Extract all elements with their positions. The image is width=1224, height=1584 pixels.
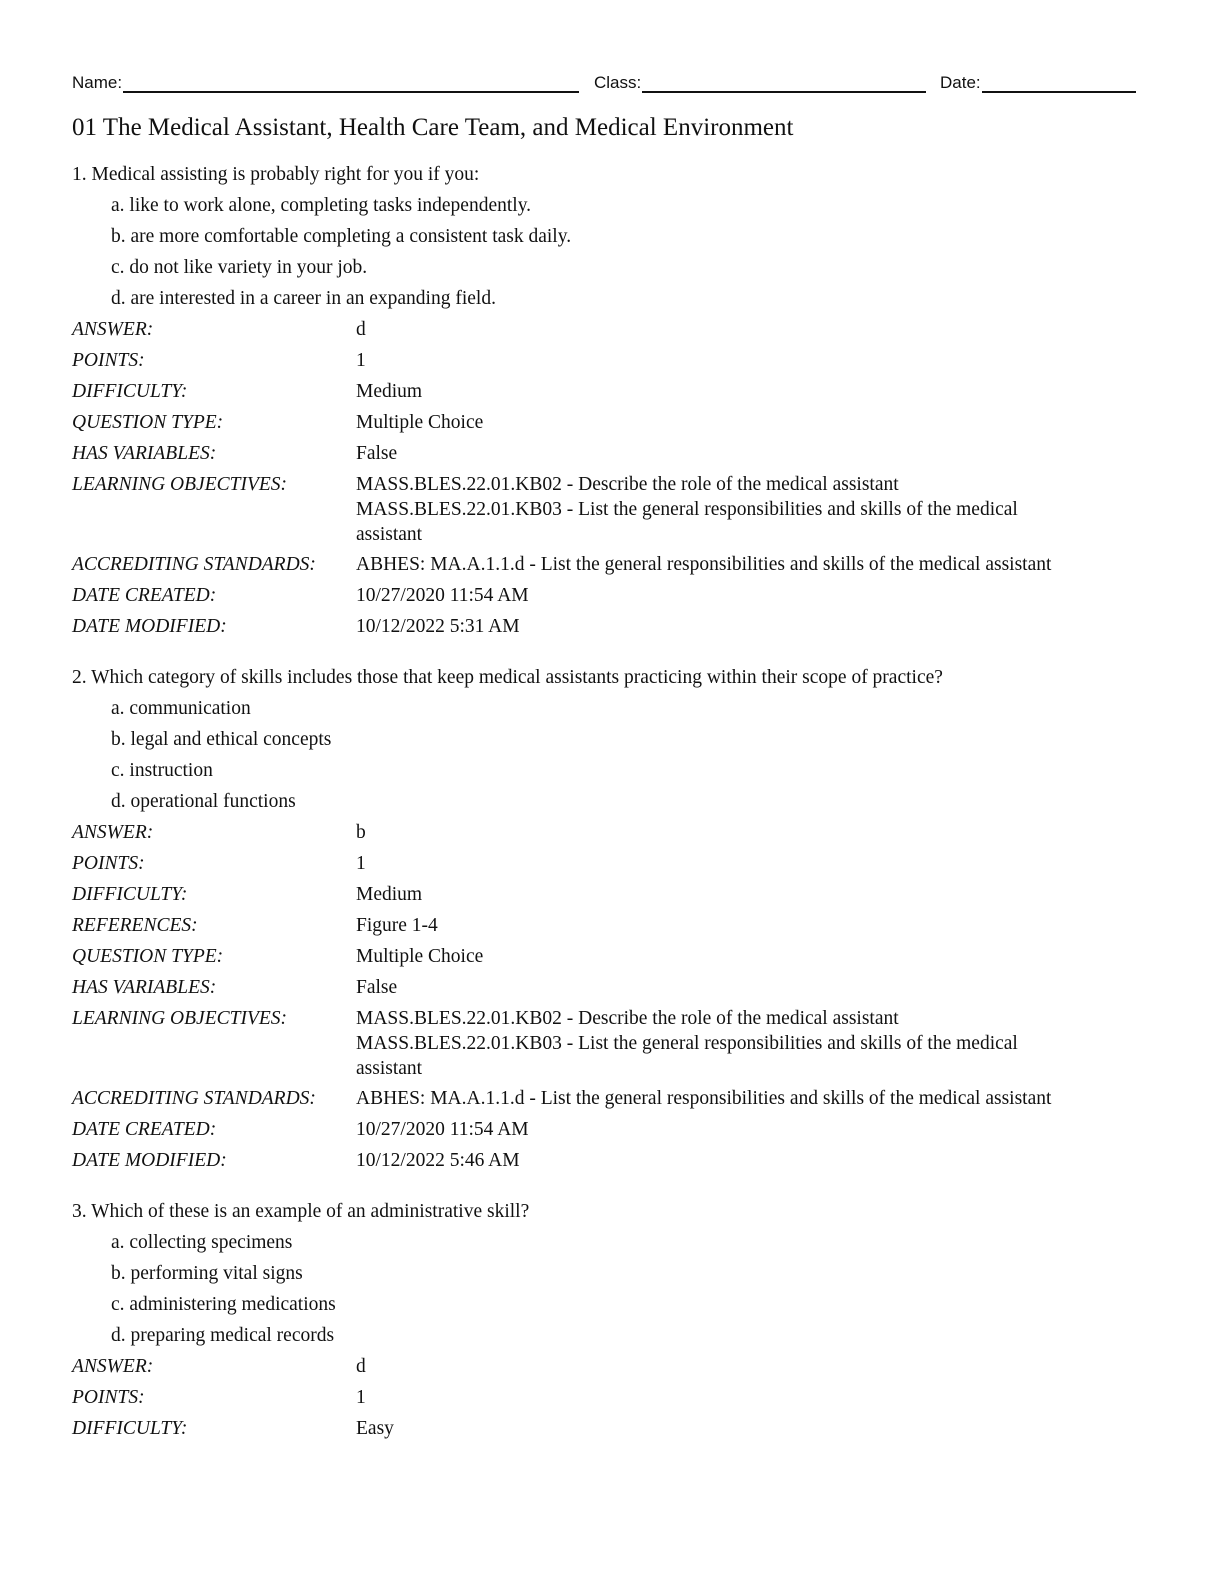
- has-variables-row: [72, 438, 1152, 469]
- question-type-value: Multiple Choice: [356, 946, 484, 967]
- class-underline: [642, 70, 926, 93]
- answer-label: ANSWER:: [72, 319, 154, 340]
- answer-value: d: [356, 1356, 366, 1377]
- accrediting-standards-label: ACCREDITING STANDARDS:: [72, 1088, 316, 1109]
- student-header: [72, 70, 1144, 96]
- option-d: d. are interested in a career in an expanding field.: [111, 288, 496, 309]
- question-2: [72, 663, 1152, 1176]
- difficulty-value: Medium: [356, 381, 423, 402]
- points-row: [72, 1382, 1152, 1413]
- answer-value: d: [356, 319, 366, 340]
- date-modified-value: 10/12/2022 5:46 AM: [356, 1150, 520, 1171]
- question-3: [72, 1197, 1152, 1444]
- class-field: [594, 70, 926, 93]
- references-label: REFERENCES:: [72, 915, 198, 936]
- answer-row: [72, 314, 1152, 345]
- learning-objectives-label: LEARNING OBJECTIVES:: [72, 1008, 288, 1029]
- learning-objective-line: MASS.BLES.22.01.KB02 - Describe the role of the medical assistant: [356, 474, 899, 495]
- difficulty-row: [72, 879, 1152, 910]
- date-modified-value: 10/12/2022 5:31 AM: [356, 616, 520, 637]
- option-d: d. preparing medical records: [111, 1325, 335, 1346]
- learning-objective-line: assistant: [356, 524, 423, 545]
- learning-objective-line: assistant: [356, 1058, 423, 1079]
- answer-label: ANSWER:: [72, 822, 154, 843]
- has-variables-value: False: [356, 977, 398, 998]
- question-type-label: QUESTION TYPE:: [72, 412, 224, 433]
- answer-label: ANSWER:: [72, 1356, 154, 1377]
- date-modified-label: DATE MODIFIED:: [72, 1150, 227, 1171]
- has-variables-value: False: [356, 443, 398, 464]
- points-row: [72, 848, 1152, 879]
- learning-objectives-row: [72, 469, 1152, 549]
- option-c: c. administering medications: [111, 1294, 336, 1315]
- points-value: 1: [356, 1387, 366, 1408]
- date-created-label: DATE CREATED:: [72, 1119, 217, 1140]
- learning-objectives-row: [72, 1003, 1152, 1083]
- learning-objectives-value: [356, 469, 1152, 549]
- points-value: 1: [356, 350, 366, 371]
- accrediting-standards-row: [72, 549, 1152, 580]
- date-created-value: 10/27/2020 11:54 AM: [356, 585, 529, 606]
- option-a: a. communication: [111, 698, 251, 719]
- answer-row: [72, 1351, 1152, 1382]
- points-row: [72, 345, 1152, 376]
- points-value: 1: [356, 853, 366, 874]
- difficulty-value: Easy: [356, 1418, 394, 1439]
- question-metadata: [72, 817, 1152, 1176]
- document-title: 01 The Medical Assistant, Health Care Team, and Medical Environment: [72, 114, 794, 141]
- difficulty-label: DIFFICULTY:: [72, 884, 188, 905]
- accrediting-standards-value: ABHES: MA.A.1.1.d - List the general responsibilities and skills of the medical assistant: [356, 1088, 1052, 1109]
- points-label: POINTS:: [72, 1387, 145, 1408]
- question-type-label: QUESTION TYPE:: [72, 946, 224, 967]
- date-created-value: 10/27/2020 11:54 AM: [356, 1119, 529, 1140]
- difficulty-row: [72, 376, 1152, 407]
- name-underline: [123, 70, 579, 93]
- question-metadata: [72, 1351, 1152, 1444]
- date-created-row: [72, 1114, 1152, 1145]
- question-text: 1. Medical assisting is probably right for you if you:: [72, 164, 480, 185]
- difficulty-label: DIFFICULTY:: [72, 381, 188, 402]
- question-1: [72, 160, 1152, 642]
- option-b: b. performing vital signs: [111, 1263, 303, 1284]
- learning-objectives-value: [356, 1003, 1152, 1083]
- question-type-value: Multiple Choice: [356, 412, 484, 433]
- option-b: b. legal and ethical concepts: [111, 729, 332, 750]
- name-field: [72, 70, 579, 93]
- option-c: c. do not like variety in your job.: [111, 257, 368, 278]
- question-type-row: [72, 407, 1152, 438]
- date-modified-row: [72, 611, 1152, 642]
- answer-row: [72, 817, 1152, 848]
- date-modified-label: DATE MODIFIED:: [72, 616, 227, 637]
- points-label: POINTS:: [72, 853, 145, 874]
- learning-objective-line: MASS.BLES.22.01.KB02 - Describe the role of the medical assistant: [356, 1008, 899, 1029]
- difficulty-value: Medium: [356, 884, 423, 905]
- class-label: Class:: [594, 73, 642, 92]
- answer-value: b: [356, 822, 366, 843]
- question-text: 2. Which category of skills includes those that keep medical assistants practicing within their scope of practice?: [72, 667, 943, 688]
- question-text: 3. Which of these is an example of an administrative skill?: [72, 1201, 530, 1222]
- option-d: d. operational functions: [111, 791, 296, 812]
- learning-objective-line: MASS.BLES.22.01.KB03 - List the general responsibilities and skills of the medical: [356, 1033, 1018, 1054]
- date-created-label: DATE CREATED:: [72, 585, 217, 606]
- name-label: Name:: [72, 73, 123, 92]
- date-label: Date:: [940, 73, 981, 92]
- has-variables-label: HAS VARIABLES:: [72, 443, 217, 464]
- learning-objective-line: MASS.BLES.22.01.KB03 - List the general responsibilities and skills of the medical: [356, 499, 1018, 520]
- difficulty-label: DIFFICULTY:: [72, 1418, 188, 1439]
- has-variables-row: [72, 972, 1152, 1003]
- references-row: [72, 910, 1152, 941]
- date-created-row: [72, 580, 1152, 611]
- question-metadata: [72, 314, 1152, 642]
- option-b: b. are more comfortable completing a consistent task daily.: [111, 226, 572, 247]
- has-variables-label: HAS VARIABLES:: [72, 977, 217, 998]
- date-field: [940, 70, 1136, 93]
- accrediting-standards-row: [72, 1083, 1152, 1114]
- references-value: Figure 1-4: [356, 915, 438, 936]
- option-c: c. instruction: [111, 760, 213, 781]
- date-modified-row: [72, 1145, 1152, 1176]
- date-underline: [982, 70, 1136, 93]
- difficulty-row: [72, 1413, 1152, 1444]
- accrediting-standards-label: ACCREDITING STANDARDS:: [72, 554, 316, 575]
- accrediting-standards-value: ABHES: MA.A.1.1.d - List the general responsibilities and skills of the medical assistant: [356, 554, 1052, 575]
- question-type-row: [72, 941, 1152, 972]
- option-a: a. like to work alone, completing tasks independently.: [111, 195, 532, 216]
- option-a: a. collecting specimens: [111, 1232, 293, 1253]
- points-label: POINTS:: [72, 350, 145, 371]
- learning-objectives-label: LEARNING OBJECTIVES:: [72, 474, 288, 495]
